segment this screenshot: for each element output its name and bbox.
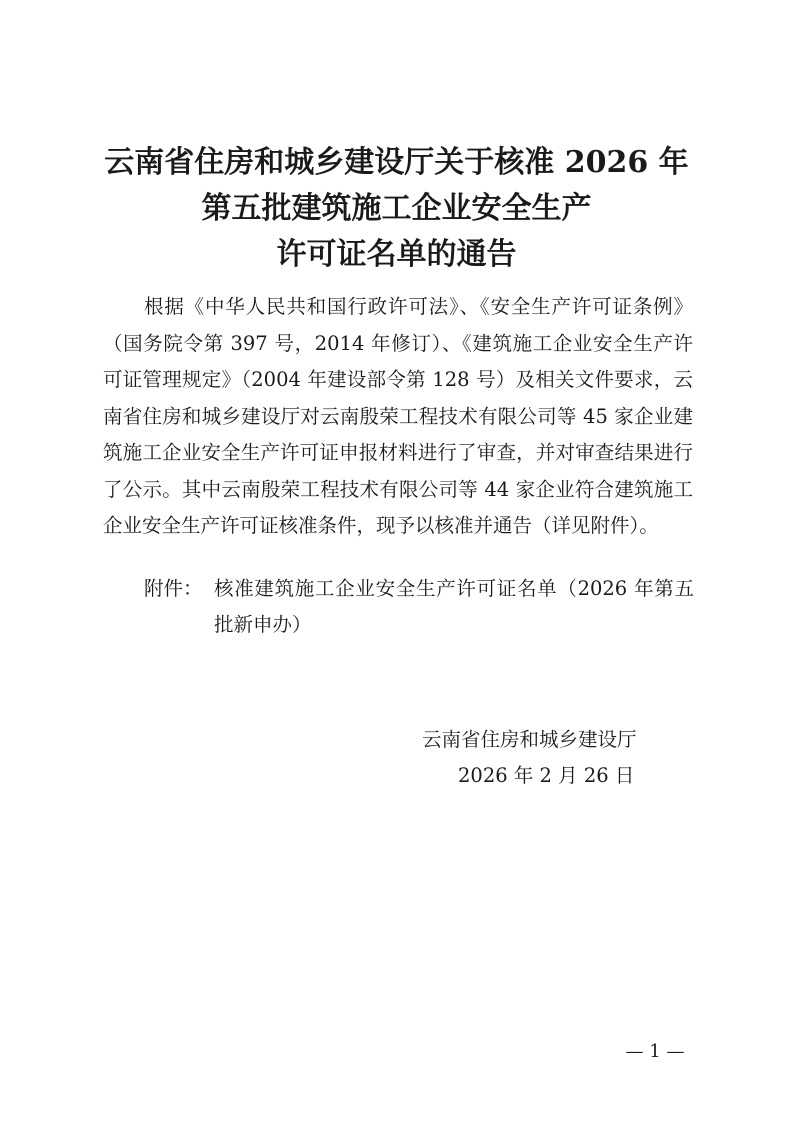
- signature-block: [422, 722, 637, 794]
- issuer-name: 云南省住房和城乡建设厅: [422, 728, 637, 751]
- attachment-link: 核准建筑施工企业安全生产许可证名单（2026 年第五批新申办）: [214, 577, 694, 636]
- title-line-1: 云南省住房和城乡建设厅关于核准 2026 年: [104, 145, 689, 180]
- attachment-label: 附件：: [144, 577, 203, 600]
- title-line-2: 第五批建筑施工企业安全生产: [201, 191, 592, 226]
- document-title: [60, 140, 733, 278]
- title-line-3: 许可证名单的通告: [276, 237, 517, 272]
- body-paragraph: 根据《中华人民共和国行政许可法》、《安全生产许可证条例》（国务院令第 397 号，2014 年修订）、《建筑施工企业安全生产许可证管理规定》（2004 年建设部令第 128 号）及相关文件要求，云南省住房和城乡建设厅对云南殷荣工程技术有限公司等 45 家企业建筑施工企业安全生产许可证申报材料进行了审查，并对审查结果进行了公示。其中云南殷荣工程技术有限公司等 44 家企业符合建筑施工企业安全生产许可证核准条件，现予以核准并通告（详见附件）。: [103, 295, 693, 537]
- page-number: — 1 —: [625, 1041, 685, 1062]
- issue-date: 2026 年 2 月 26 日: [458, 764, 635, 787]
